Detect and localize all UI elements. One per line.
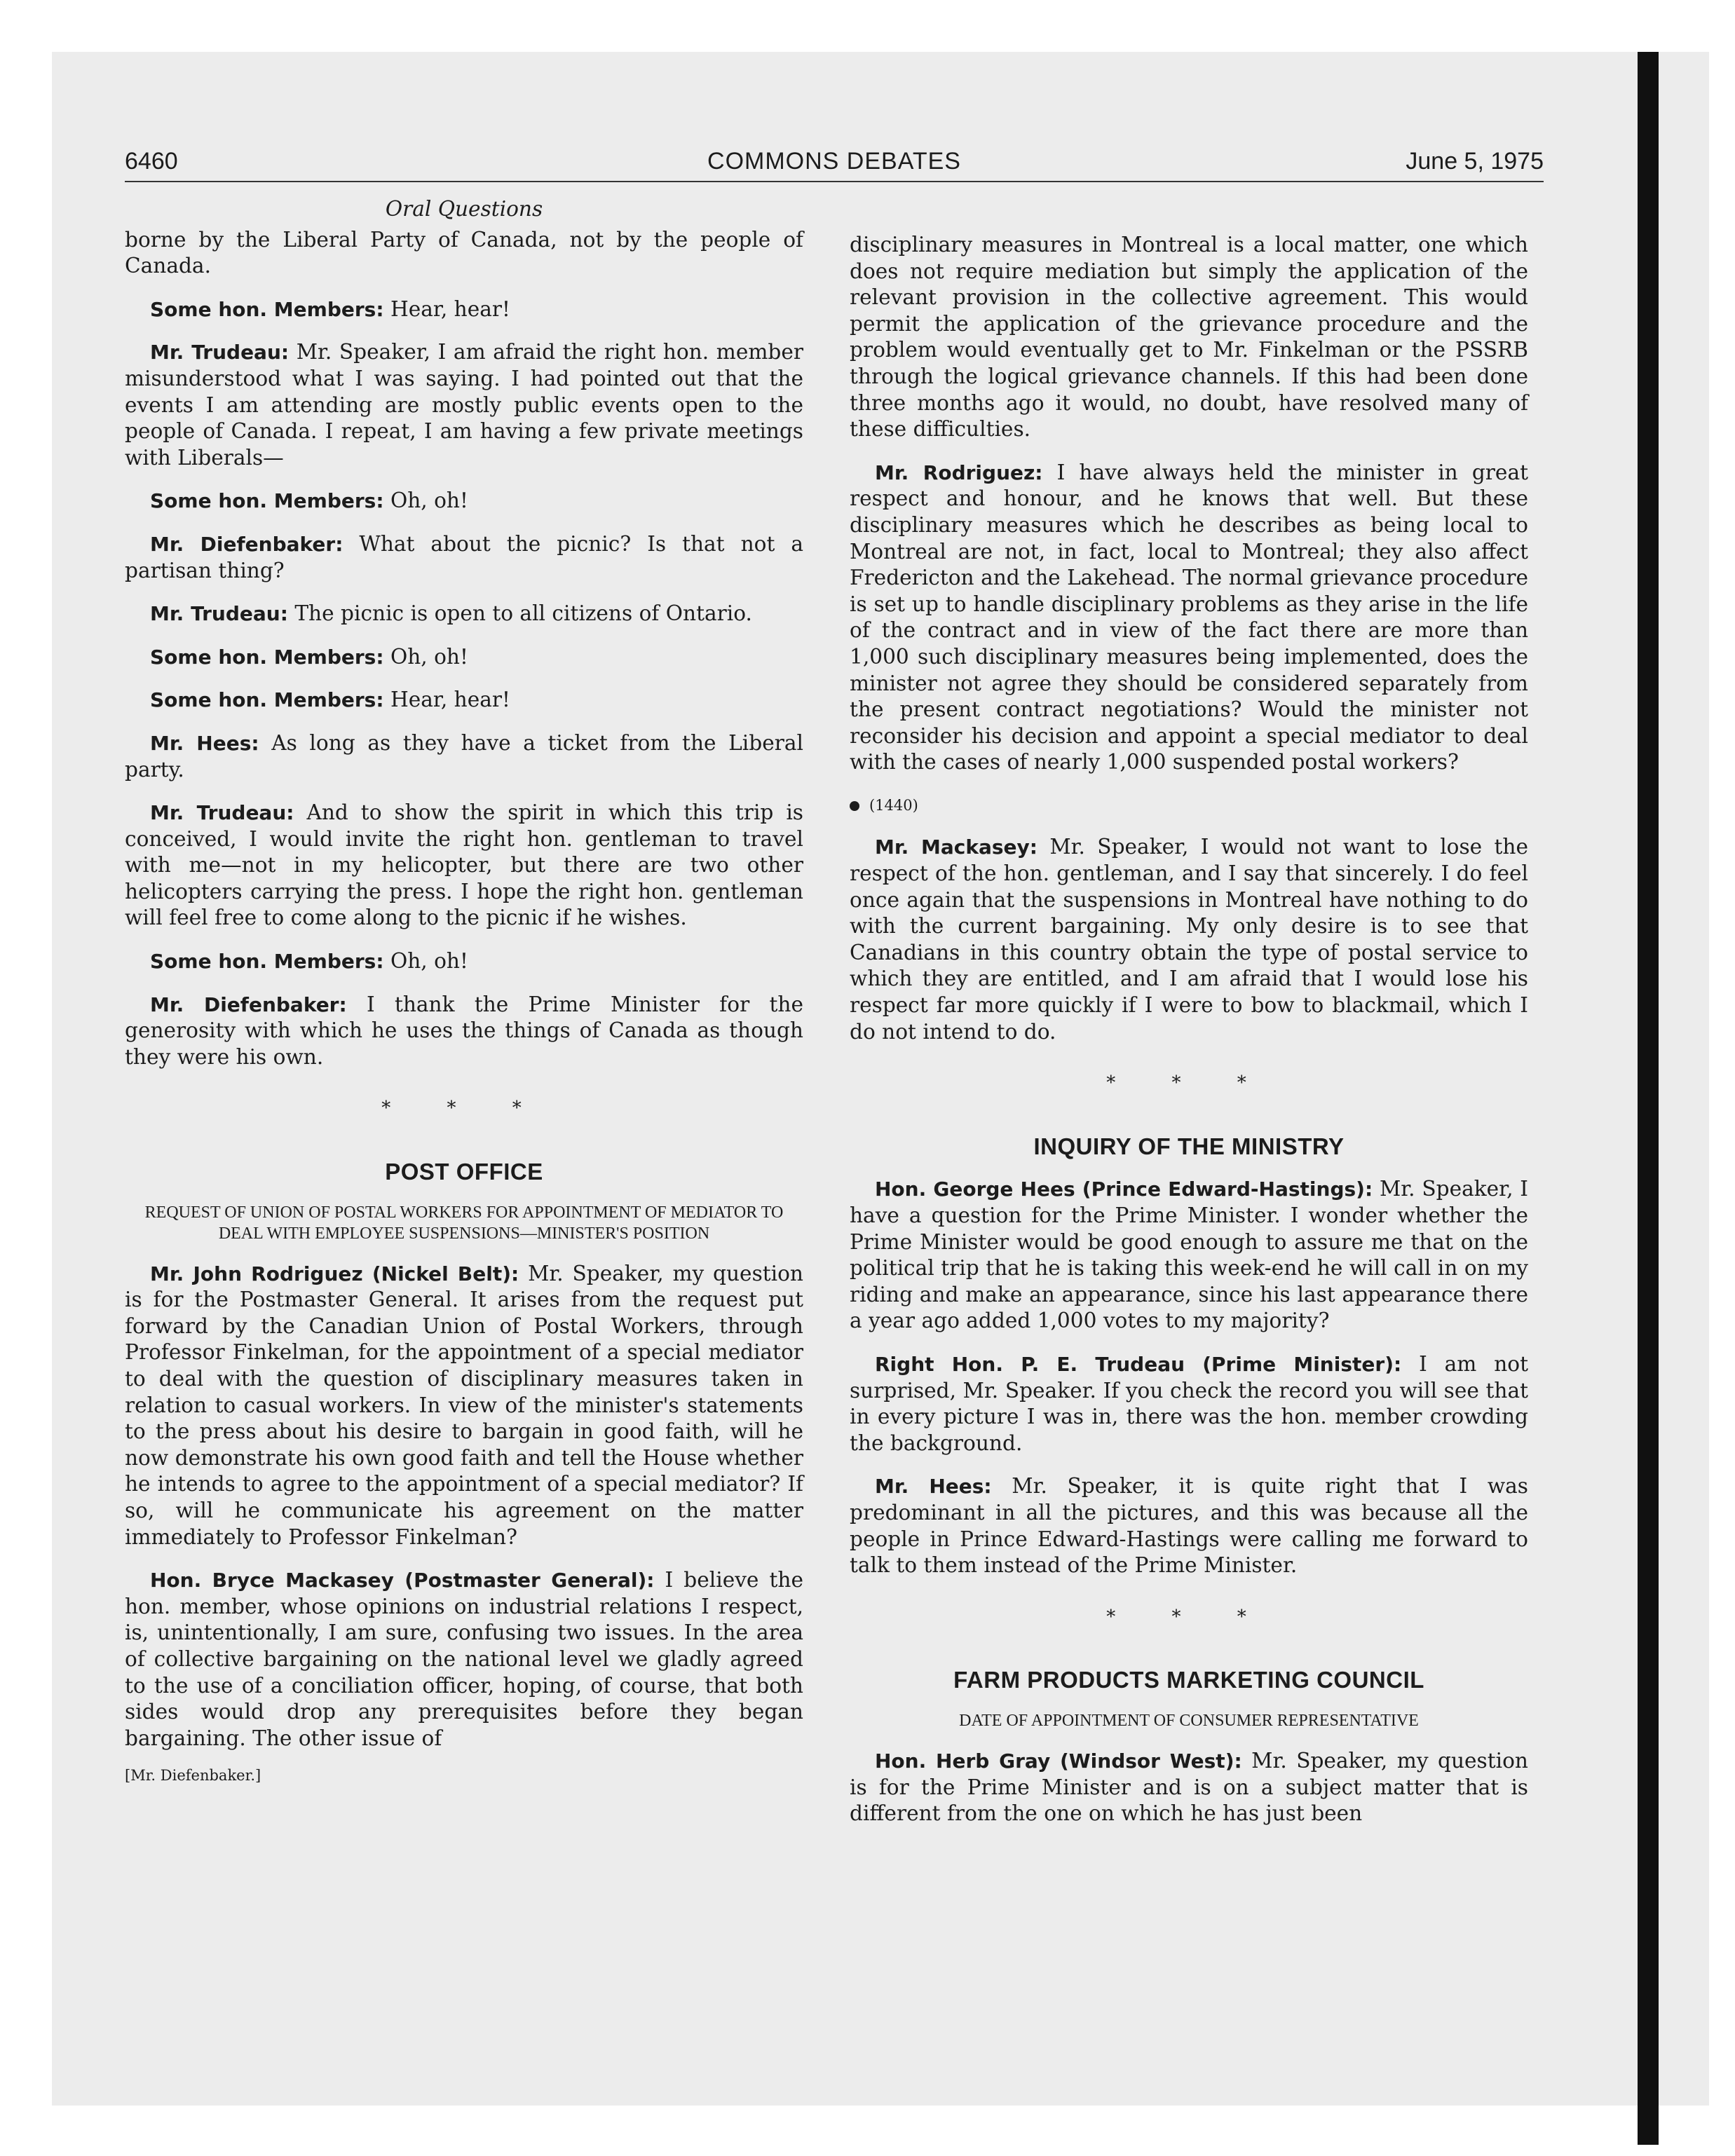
section-title-post-office: POST OFFICE [385, 1159, 543, 1185]
speech [125, 992, 803, 1071]
speaker: Mr. Hees: [875, 1475, 992, 1499]
speaker: Hon. George Hees (Prince Edward-Hastings): [875, 1178, 1373, 1201]
speech-text: Oh, oh! [390, 949, 468, 974]
speaker: Some hon. Members: [150, 297, 384, 321]
speaker: Some hon. Members: [150, 688, 384, 712]
speech [125, 531, 803, 584]
speaker: Some hon. Members: [150, 489, 384, 513]
page-header [125, 146, 1544, 182]
speech [125, 601, 803, 627]
speech-text: As long as they have a ticket from the Liberal party. [125, 730, 803, 782]
speaker: Mr. Trudeau: [150, 341, 290, 364]
speech [125, 687, 803, 714]
speech-text: The picnic is open to all citizens of Ontario. [294, 601, 752, 626]
speaker: Mr. Rodriguez: [875, 460, 1043, 484]
speaker: Mr. Trudeau: [150, 602, 288, 626]
section-title-farm-products: FARM PRODUCTS MARKETING COUNCIL [953, 1667, 1424, 1693]
speech [125, 644, 803, 671]
time-marker [850, 793, 1528, 819]
speech [850, 834, 1528, 1045]
speaker: Mr. Diefenbaker: [150, 992, 347, 1016]
speech-text: Hear, hear! [390, 296, 510, 321]
speaker: Mr. Diefenbaker: [150, 532, 343, 556]
speaker: Mr. Trudeau: [150, 801, 294, 825]
speech-text: What about the picnic? Is that not a partisan thing? [125, 531, 803, 582]
speaker: Mr. Hees: [150, 731, 259, 755]
speech-text: Oh, oh! [390, 644, 468, 669]
time-marker-text: (1440) [869, 796, 918, 814]
speaker: Some hon. Members: [150, 645, 384, 669]
speech-text: I thank the Prime Minister for the generosity with which he uses the things of Canada as though they were his own. [125, 992, 803, 1069]
continuation-paragraph: borne by the Liberal Party of Canada, not by the people of Canada. [125, 227, 803, 278]
speech-text: I have always held the minister in great respect and honour, and he knows that well. But these disciplinary measures which he describes as being local to Montreal are not, in fact, local to Montreal; they also affect Fredericton and the Lakehead. The normal grievance procedure is set up to handle disciplinary problems as they arise in the life of the contract and in view of the fact there are more than 1,000 such disciplinary measures being implemented, does the minister not agree they should be considered separately from the present contract negotiations? Would the minister not reconsider his decision and appoint a special mediator to deal with the cases of nearly 1,000 suspended postal workers? [850, 460, 1528, 775]
speech [125, 296, 803, 323]
speech [125, 339, 803, 471]
page-number: 6460 [125, 148, 178, 175]
speaker: Right Hon. P. E. Trudeau (Prime Minister): [875, 1352, 1402, 1376]
speech-text: Hear, hear! [390, 688, 510, 712]
scan-edge-shadow [1638, 52, 1659, 2145]
bullet-icon [850, 801, 859, 811]
speaker: Mr. John Rodriguez (Nickel Belt): [150, 1262, 519, 1285]
speech-text: I am not surprised, Mr. Speaker. If you check the record you will see that in every picture I was in, there was the hon. member crowding the background. [850, 1351, 1528, 1455]
speech-text: And to show the spirit in which this trip is conceived, I would invite the right hon. gentleman to travel with me—not in my helicopter, but there are two other helicopters carrying the press. I hope the right hon. gentleman will feel free to come along to the picnic if he wishes. [125, 800, 803, 930]
speech [850, 1748, 1528, 1827]
right-column [850, 232, 1528, 1844]
speaker: Mr. Mackasey: [875, 835, 1037, 859]
left-column [125, 196, 803, 1789]
speaker: Some hon. Members: [150, 950, 384, 974]
speech [125, 948, 803, 975]
publication-date: June 5, 1975 [1406, 148, 1544, 175]
speech [125, 1261, 803, 1551]
speech [850, 460, 1528, 776]
speech [125, 1567, 803, 1752]
speech-text: Mr. Speaker, my question is for the Postmaster General. It arises from the request put forward by the Canadian Union of Postal Workers, through Professor Finkelman, for the appointment of a special mediator to deal with the question of disciplinary measures taken in relation to casual workers. In view of the minister's statements to the press about his desire to bargain in good faith, will he now demonstrate his own good faith and tell the House whether he intends to agree to the appointment of a special mediator? If so, will he communicate his agreement on the matter immediately to Professor Finkelman? [125, 1261, 803, 1549]
publication-title: COMMONS DEBATES [707, 148, 961, 175]
continuation-paragraph: disciplinary measures in Montreal is a local matter, one which does not require mediation but simply the application of the relevant provision in the collective agreement. This would permit the application of the grievance procedure and the problem would eventually get to Mr. Finkelman or the PSSRB through the logical grievance channels. If this had been done three months ago it would, no doubt, have resolved many of these difficulties. [850, 233, 1528, 442]
speech-text: Mr. Speaker, it is quite right that I was predominant in all the pictures, and this was because all the people in Prince Edward-Hastings were calling me forward to talk to them instead of the Prime Minister. [850, 1474, 1528, 1578]
speech [125, 730, 803, 783]
speech-text: Mr. Speaker, my question is for the Prime Minister and is on a subject matter that is different from the one on which he has just been [850, 1748, 1528, 1826]
speech [125, 488, 803, 514]
subtopic-heading: REQUEST OF UNION OF POSTAL WORKERS FOR APPOINTMENT OF MEDIATOR TO DEAL WITH EMPLOYEE SUSPENSIONS—MINISTER'S POSITION [144, 1203, 784, 1243]
speech-text: Oh, oh! [390, 489, 468, 513]
running-subhead: Oral Questions [385, 197, 543, 221]
page-footnote: [Mr. Diefenbaker.] [125, 1767, 261, 1785]
speech-text: Mr. Speaker, I am afraid the right hon. member misunderstood what I was saying. I had pointed out that the events I am attending are mostly public events open to the people of Canada. I repeat, I am having a few private meetings with Liberals— [125, 340, 803, 470]
section-separator: * * * [1106, 1606, 1272, 1628]
speech-text: Mr. Speaker, I have a question for the Prime Minister. I wonder whether the Prime Minister would be good enough to assure me that on the political trip that he is taking this week-end he will call in on my riding and make an appearance, since his last appearance there a year ago added 1,000 votes to my majority? [850, 1177, 1528, 1333]
speech [850, 1351, 1528, 1456]
speech-text: Mr. Speaker, I would not want to lose the respect of the hon. gentleman, and I say that sincerely. I do feel once again that the suspensions in Montreal have nothing to do with the current bargaining. My only desire is to see that Canadians in this country obtain the type of postal service to which they are entitled, and I am afraid that I would lose his respect far more quickly if I were to bow to blackmail, which I do not intend to do. [850, 835, 1528, 1044]
subtopic-heading: DATE OF APPOINTMENT OF CONSUMER REPRESENTATIVE [959, 1711, 1419, 1730]
section-title-inquiry: INQUIRY OF THE MINISTRY [1033, 1133, 1345, 1159]
speech [125, 800, 803, 932]
speech-text: I believe the hon. member, whose opinions on industrial relations I respect, is, unintentionally, I am sure, confusing two issues. In the area of collective bargaining on the national level we gladly agreed to the use of a conciliation officer, hoping, of course, that both sides would drop any prerequisites before they began bargaining. The other issue of [125, 1568, 803, 1750]
speech [850, 1176, 1528, 1335]
speaker: Hon. Bryce Mackasey (Postmaster General): [150, 1569, 655, 1592]
speaker: Hon. Herb Gray (Windsor West): [875, 1749, 1242, 1773]
section-separator: * * * [1106, 1072, 1272, 1094]
section-separator: * * * [381, 1098, 547, 1119]
speech [850, 1473, 1528, 1578]
